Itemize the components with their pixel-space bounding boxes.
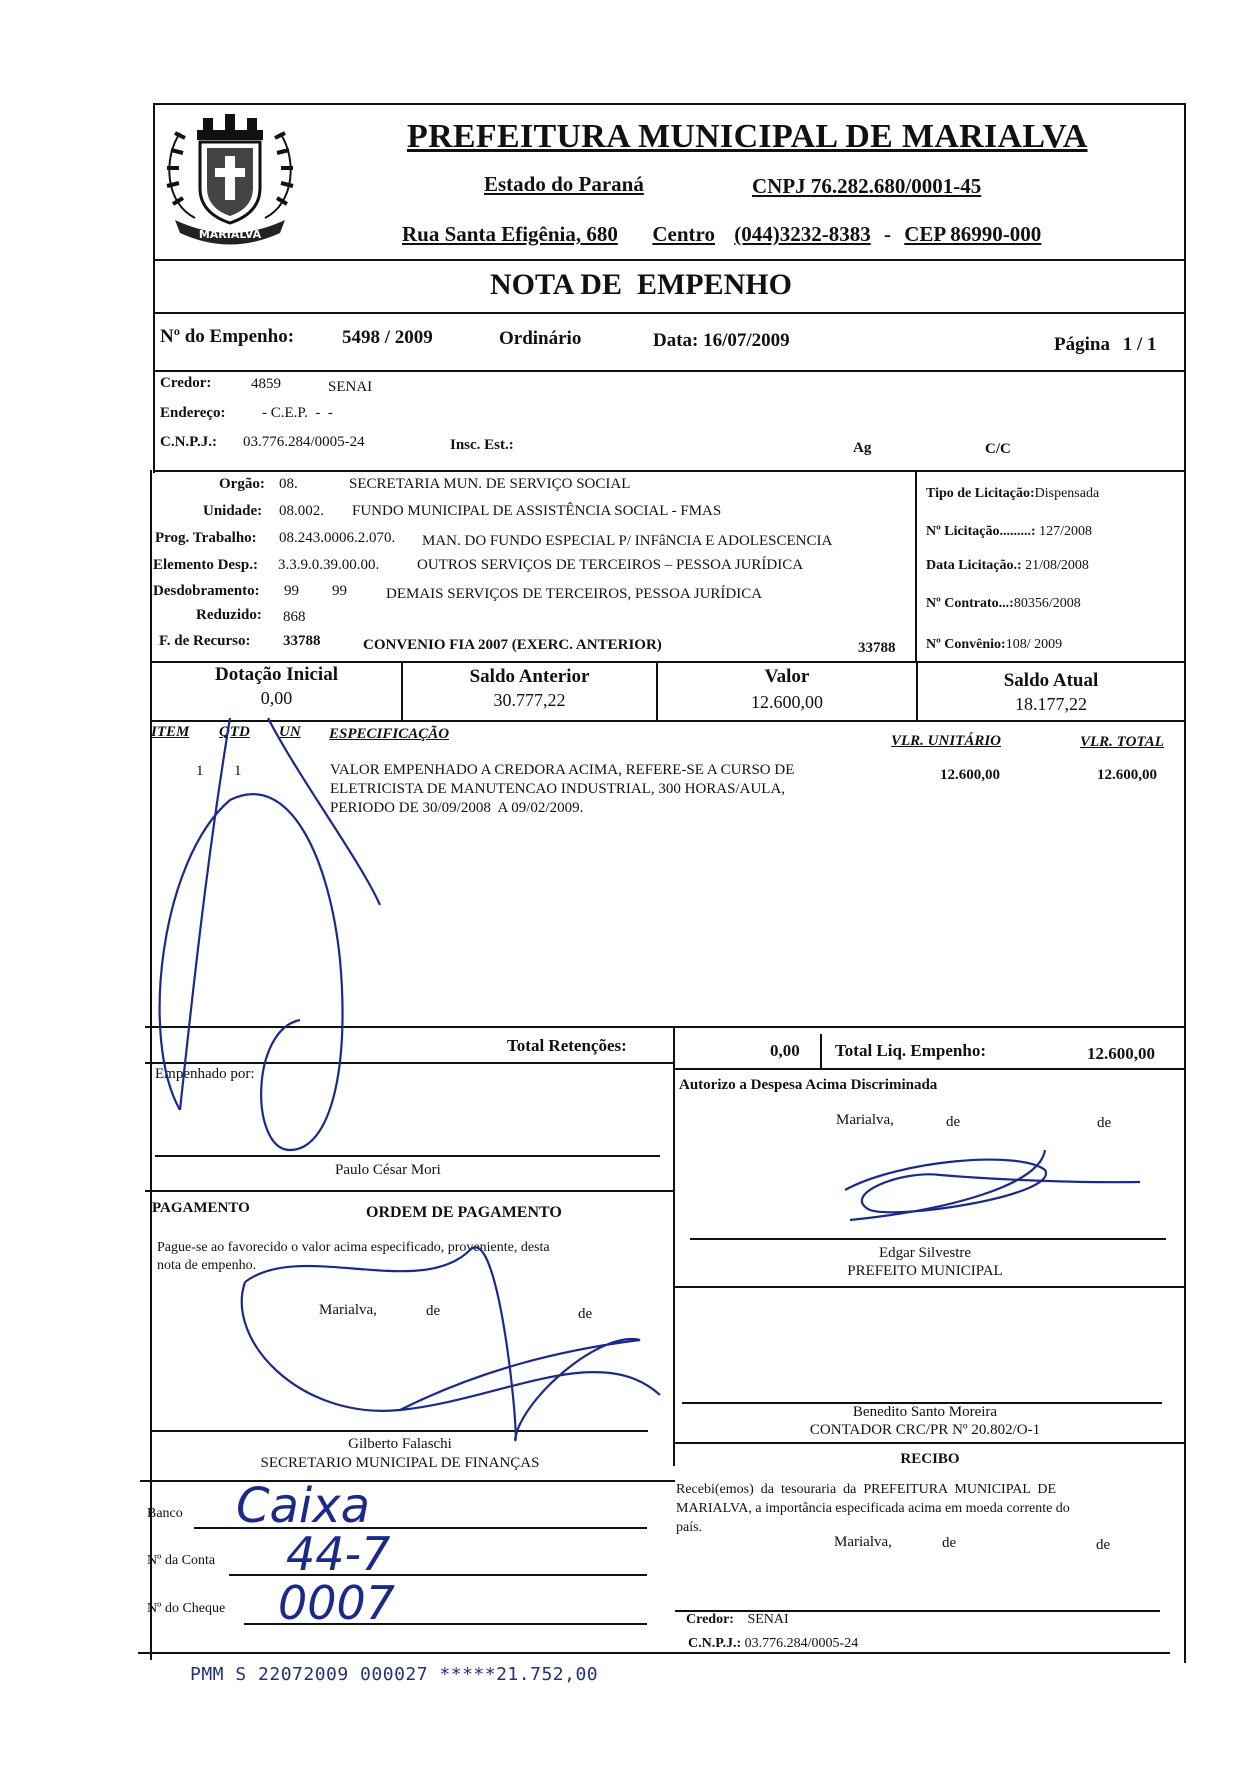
recibo-credor: [686, 1612, 789, 1628]
recibo-cnpj-value: 03.776.284/0005-24: [744, 1636, 859, 1651]
elemento-code: 3.3.9.0.39.00.00.: [278, 557, 380, 573]
municipality-address: [402, 222, 1041, 247]
municipality-title: PREFEITURA MUNICIPAL DE MARIALVA: [407, 118, 1088, 155]
valor-label: Valor: [764, 666, 810, 687]
row-spec-line-3: PERIODO DE 30/09/2008 A 09/02/2009.: [330, 800, 584, 816]
contador-name: Benedito Santo Moreira: [852, 1404, 998, 1420]
credor-cnpj: 03.776.284/0005-24: [243, 434, 365, 450]
svg-text:MARIALVA: MARIALVA: [198, 228, 262, 241]
recibo-cnpj: [688, 1636, 858, 1652]
district: Centro: [652, 222, 715, 246]
orgao-label: Orgão:: [219, 476, 265, 492]
recibo-text-line-2: MARIALVA, a importância especificada acima em moeda corrente do: [676, 1501, 1070, 1516]
recurso-desc: CONVENIO FIA 2007 (EXERC. ANTERIOR): [363, 637, 662, 653]
recurso-label: F. de Recurso:: [159, 633, 251, 649]
recibo-text-line-1: Recebi(emos) da tesouraria da PREFEITURA MUNICIPAL DE: [676, 1482, 1057, 1497]
credor-code: 4859: [251, 376, 281, 392]
ordem-pagamento-label: ORDEM DE PAGAMENTO: [366, 1204, 562, 1221]
cheque-label: Nº do Cheque: [147, 1601, 226, 1616]
tipo-licitacao-label: Tipo de Licitação:: [926, 486, 1035, 501]
row-total-value: 12.600,00: [1097, 767, 1157, 783]
dotacao-value: 0,00: [260, 688, 293, 708]
col-vlr-unitario: VLR. UNITÁRIO: [891, 733, 1002, 749]
col-item: ITEM: [151, 724, 190, 740]
row-spec-line-2: ELETRICISTA DE MANUTENCAO INDUSTRIAL, 300 HORAS/AULA,: [330, 781, 786, 797]
numero-contrato: [926, 596, 1081, 612]
col-qtd: QTD: [219, 724, 250, 740]
agency-label: Ag: [853, 440, 872, 456]
orgao-desc: SECRETARIA MUN. DE SERVIÇO SOCIAL: [349, 476, 631, 492]
orgao-code: 08.: [279, 476, 298, 492]
pagamento-place: Marialva,: [319, 1302, 377, 1318]
numero-licitacao: [926, 524, 1092, 540]
prog-code: 08.243.0006.2.070.: [279, 530, 396, 546]
municipality-cnpj: CNPJ 76.282.680/0001-45: [752, 174, 982, 198]
phone: (044)3232-8383: [734, 222, 871, 246]
credor-cnpj-label: C.N.P.J.:: [160, 434, 217, 450]
endereco-value: - C.E.P. - -: [262, 405, 333, 421]
recibo-credor-value: SENAI: [747, 1612, 789, 1627]
account-label: C/C: [985, 441, 1011, 457]
credor-name: SENAI: [328, 379, 373, 395]
total-retencoes-label: Total Retenções:: [507, 1036, 627, 1055]
page-value: 1 / 1: [1122, 334, 1157, 355]
numero-convenio: [926, 637, 1062, 653]
reduzido-label: Reduzido:: [196, 607, 262, 623]
empenho-number-label: Nº do Empenho:: [160, 326, 295, 347]
recibo-text-line-3: país.: [676, 1520, 703, 1535]
unidade-desc: FUNDO MUNICIPAL DE ASSISTÊNCIA SOCIAL - FMAS: [352, 503, 722, 519]
pagamento-de-1: de: [426, 1303, 441, 1319]
data-licitacao-label: Data Licitação.:: [926, 558, 1022, 573]
numero-contrato-value: 80356/2008: [1013, 596, 1081, 611]
endereco-label: Endereço:: [160, 405, 226, 421]
recibo-cnpj-label: C.N.P.J.:: [688, 1636, 742, 1651]
empenhado-por-name: Paulo César Mori: [335, 1162, 441, 1178]
prog-label: Prog. Trabalho:: [155, 530, 257, 546]
insc-est-label: Insc. Est.:: [450, 437, 514, 453]
data-licitacao: [926, 558, 1089, 574]
unidade-code: 08.002.: [279, 503, 324, 519]
empenho-type: Ordinário: [499, 328, 582, 349]
credor-label: Credor:: [160, 375, 212, 391]
banco-value: Caixa: [236, 1478, 371, 1534]
recibo-place: Marialva,: [834, 1534, 892, 1550]
tipo-licitacao-value: Dispensada: [1034, 486, 1100, 501]
document-title: NOTA DE EMPENHO: [490, 268, 792, 301]
secretario-role: SECRETARIO MUNICIPAL DE FINANÇAS: [260, 1455, 540, 1471]
empenhado-por-label: Empenhado por:: [155, 1066, 255, 1082]
row-spec-line-1: VALOR EMPENHADO A CREDORA ACIMA, REFERE-SE A CURSO DE: [330, 762, 795, 778]
footer-stamp: PMM S 22072009 000027 *****21.752,00: [190, 1664, 599, 1685]
street: Rua Santa Efigênia, 680: [402, 222, 618, 246]
saldo-anterior-label: Saldo Anterior: [469, 666, 590, 687]
autorizo-de-2: de: [1097, 1115, 1112, 1131]
numero-convenio-label: Nº Convênio:: [926, 637, 1006, 652]
total-retencoes-value: 0,00: [770, 1041, 800, 1060]
contador-role: CONTADOR CRC/PR Nº 20.802/O-1: [809, 1422, 1041, 1438]
desdobramento-desc: DEMAIS SERVIÇOS DE TERCEIROS, PESSOA JURÍDICA: [386, 586, 763, 602]
total-liquido-value: 12.600,00: [1087, 1044, 1155, 1063]
pagamento-de-2: de: [578, 1306, 593, 1322]
recurso-code-2: 33788: [858, 640, 896, 656]
separator: -: [883, 222, 891, 246]
autorizo-place: Marialva,: [836, 1112, 894, 1128]
pagamento-text-line-2: nota de empenho.: [157, 1258, 257, 1273]
prefeito-name: Edgar Silvestre: [878, 1245, 972, 1261]
total-liquido-label: Total Liq. Empenho:: [835, 1041, 986, 1060]
prog-desc: MAN. DO FUNDO ESPECIAL P/ INFâNCIA E ADOLESCENCIA: [422, 533, 833, 549]
row-unit-value: 12.600,00: [940, 767, 1000, 783]
page-indicator: [1054, 334, 1156, 356]
valor-value: 12.600,00: [751, 692, 823, 712]
conta-value: 44-7: [286, 1527, 391, 1581]
cep: CEP 86990-000: [904, 222, 1042, 246]
empenho-date: Data: 16/07/2009: [653, 330, 790, 351]
row-qtd: 1: [234, 763, 242, 779]
desdobramento-code-1: 99: [284, 583, 299, 599]
desdobramento-code-2: 99: [332, 583, 347, 599]
col-un: UN: [279, 724, 301, 740]
numero-licitacao-label: Nº Licitação.........:: [926, 524, 1036, 539]
recurso-code: 33788: [283, 633, 321, 649]
conta-label: Nº da Conta: [147, 1553, 216, 1568]
desdobramento-label: Desdobramento:: [153, 583, 260, 599]
numero-licitacao-value: 127/2008: [1039, 524, 1092, 539]
numero-convenio-value: 108/ 2009: [1005, 637, 1063, 652]
autorizo-label: Autorizo a Despesa Acima Discriminada: [679, 1077, 938, 1093]
empenho-number: 5498 / 2009: [342, 327, 433, 348]
page-label: Página: [1054, 334, 1110, 355]
coat-of-arms: [155, 108, 305, 256]
pagamento-text-line-1: Pague-se ao favorecido o valor acima especificado, proveniente, desta: [157, 1240, 550, 1255]
saldo-atual-value: 18.177,22: [1015, 694, 1087, 714]
reduzido-value: 868: [283, 609, 306, 625]
tipo-licitacao: [926, 486, 1099, 502]
unidade-label: Unidade:: [203, 503, 263, 519]
saldo-anterior-value: 30.777,22: [493, 690, 566, 710]
recibo-de-2: de: [1096, 1537, 1111, 1553]
row-item: 1: [196, 763, 204, 779]
col-especificacao: ESPECIFICAÇÃO: [329, 726, 450, 742]
dotacao-label: Dotação Inicial: [215, 664, 338, 685]
cheque-value: 0007: [278, 1576, 396, 1630]
recibo-title: RECIBO: [900, 1451, 960, 1467]
col-vlr-total: VLR. TOTAL: [1080, 734, 1164, 750]
autorizo-de-1: de: [946, 1114, 961, 1130]
numero-contrato-label: Nº Contrato...:: [926, 596, 1014, 611]
prefeito-role: PREFEITO MUNICIPAL: [847, 1263, 1003, 1279]
data-licitacao-value: 21/08/2008: [1025, 558, 1089, 573]
banco-label: Banco: [147, 1506, 183, 1521]
elemento-label: Elemento Desp.:: [153, 557, 258, 573]
secretario-name: Gilberto Falaschi: [348, 1436, 452, 1452]
recibo-de-1: de: [942, 1535, 957, 1551]
saldo-atual-label: Saldo Atual: [1003, 670, 1099, 691]
elemento-desc: OUTROS SERVIÇOS DE TERCEIROS – PESSOA JURÍDICA: [417, 557, 804, 573]
recibo-credor-label: Credor:: [686, 1612, 734, 1627]
state-name: Estado do Paraná: [484, 172, 644, 196]
pagamento-label: PAGAMENTO: [152, 1200, 250, 1216]
